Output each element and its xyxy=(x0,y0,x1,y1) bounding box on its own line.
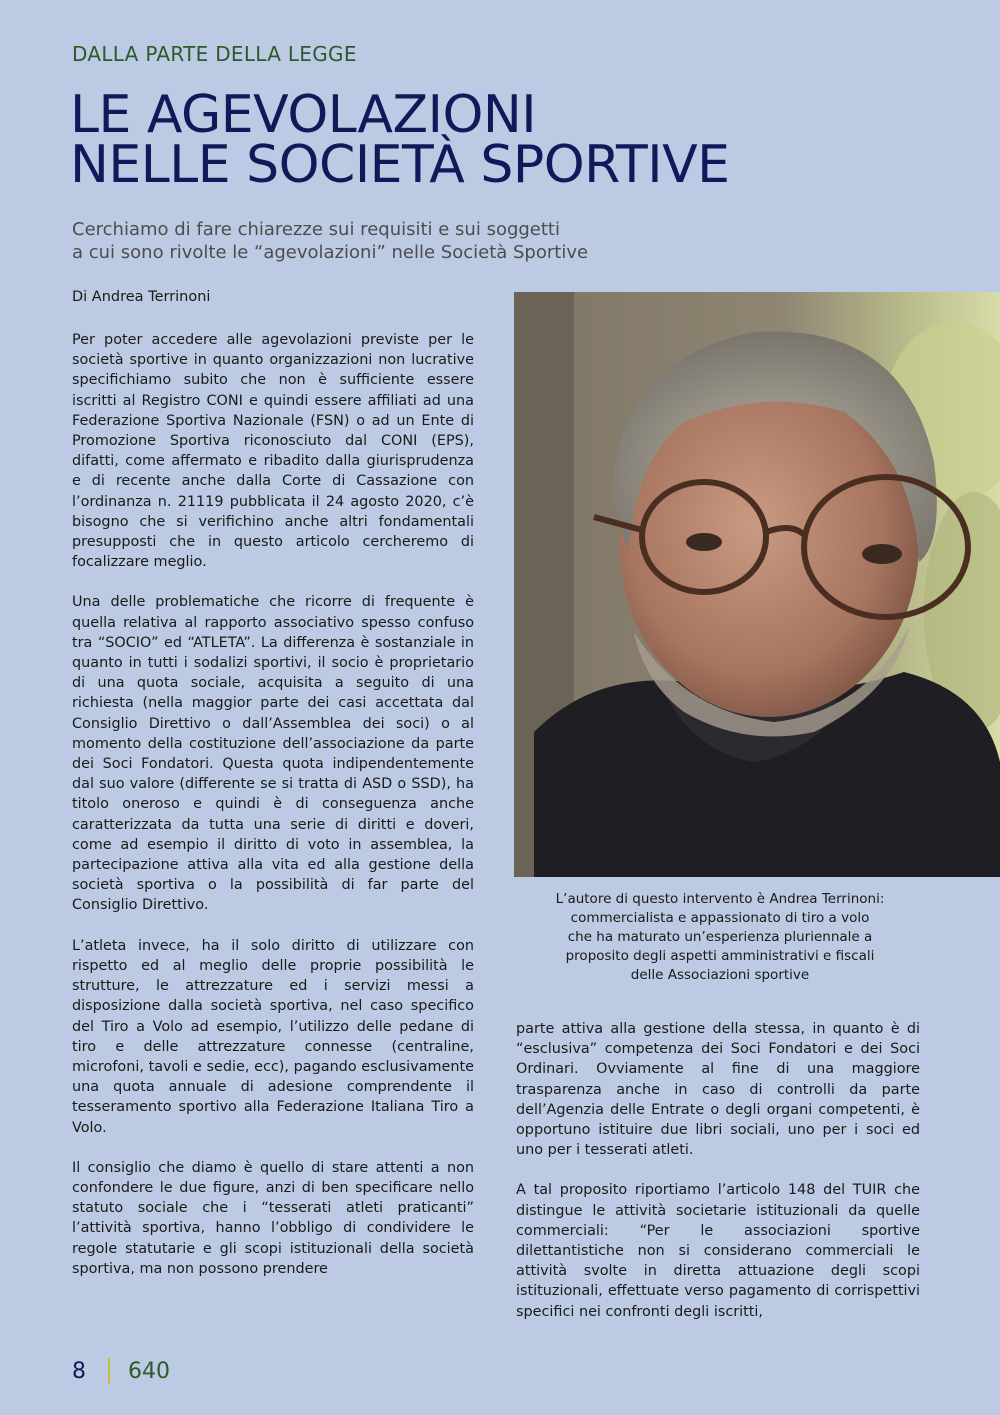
paragraph-5: parte attiva alla gestione della stessa, in quanto è di “esclusiva” competenza dei Soci Fondatori e dei Soci Ordinari. Ovviamente al fine di una maggiore trasparenza anche in caso di controlli da parte dell’Agenzia delle Entrate o degli organi competenti, è opportuno istituire due libri sociali, uno per i soci ed uno per i tesserati atleti. xyxy=(516,1021,920,1159)
caption-line-3: che ha maturato un’esperienza pluriennale a xyxy=(567,929,873,945)
caption-line-1: L’autore di questo intervento è Andrea Terrinoni: xyxy=(555,891,885,907)
caption-line-2: commercialista e appassionato di tiro a volo xyxy=(570,910,870,926)
paragraph-6: A tal proposito riportiamo l’articolo 148 del TUIR che distingue le attività societarie istituzionali da quelle commerciali: “Per le associazioni sportive dilettantistiche non si considerano commerciali le attività svolte in diretta attuazione degli scopi istituzionali, effettuate verso pagamento di corrispettivi specifici nei confronti degli iscritti, xyxy=(516,1182,920,1320)
issue-number: 640 xyxy=(128,1358,170,1384)
caption-line-4: proposito degli aspetti amministrativi e fiscali xyxy=(565,948,875,964)
author-portrait-illustration xyxy=(514,292,1000,877)
right-column xyxy=(516,1019,920,1342)
footer-divider xyxy=(108,1358,110,1384)
author-byline: Di Andrea Terrinoni xyxy=(72,289,211,305)
paragraph-3: L’atleta invece, ha il solo diritto di utilizzare con rispetto ed al meglio delle proprie possibilità le strutture, le attrezzature ed i servizi messi a disposizione dalla società sportiva, nel caso specifico del Tiro a Volo ad esempio, l’utilizzo delle pedane di tiro e delle attrezzature connesse (centraline, microfoni, tavoli e sedie, ecc), pagando esclusivamente una quota annuale di adesione comprendente il tesseramento sportivo alla Federazione Italiana Tiro a Volo. xyxy=(72,937,474,1136)
article-subtitle xyxy=(72,218,588,264)
section-kicker: DALLA PARTE DELLA LEGGE xyxy=(72,42,357,66)
subtitle-line-2: a cui sono rivolte le “agevolazioni” nelle Società Sportive xyxy=(72,242,589,263)
title-line-2: NELLE SOCIETÀ SPORTIVE xyxy=(70,135,730,195)
article-title xyxy=(70,85,730,195)
photo-caption xyxy=(520,890,920,985)
paragraph-4: Il consiglio che diamo è quello di stare attenti a non confondere le due figure, anzi di ben specificare nello statuto sociale che i “tesserati atleti praticanti” l’attività sportiva, hanno l’obbligo di condividere le regole statutarie e gli scopi istituzionali della società sportiva, ma non possono prendere xyxy=(72,1159,474,1277)
paragraph-1: Per poter accedere alle agevolazioni previste per le società sportive in quanto organizzazioni non lucrative specifichiamo subito che non è sufficiente essere iscritti al Registro CONI e quindi essere affiliati ad una Federazione Sportiva Nazionale (FSN) o ad un Ente di Promozione Sportiva riconosciuto dal CONI (EPS), difatti, come affermato e ribadito dalla giurisprudenza e di recente anche dalla Corte di Cassazione con l’ordinanza n. 21119 pubblicata il 24 agosto 2020, c’è bisogno che si verifichino anche altri fondamentali presupposti che in questo articolo cercheremo di focalizzare meglio. xyxy=(72,332,474,571)
page-number: 8 xyxy=(72,1358,86,1384)
caption-line-5: delle Associazioni sportive xyxy=(630,967,810,983)
subtitle-line-1: Cerchiamo di fare chiarezze sui requisiti e sui soggetti xyxy=(72,219,560,240)
paragraph-2: Una delle problematiche che ricorre di frequente è quella relativa al rapporto associativo spesso confuso tra “SOCIO” ed “ATLETA”. La differenza è sostanziale in quanto in tutti i sodalizi sportivi, il socio è proprietario di una quota sociale, acquisita a seguito di una richiesta (nella maggior parte dei casi accettata dal Consiglio Direttivo o dall’Assemblea dei soci) o al momento della costituzione dell’associazione da parte dei Soci Fondatori. Questa quota indipendentemente dal suo valore (differente se si tratta di ASD o SSD), ha titolo oneroso e quindi è di conseguenza anche caratterizzata da tutta una serie di diritti e doveri, come ad esempio il diritto di voto in assemblea, la partecipazione attiva alla vita ed alla gestione della società sportiva o la possibilità di far parte del Consiglio Direttivo. xyxy=(72,594,474,914)
author-photo xyxy=(514,292,1000,877)
title-line-1: LE AGEVOLAZIONI xyxy=(70,85,537,145)
page-footer xyxy=(72,1358,170,1384)
left-column xyxy=(72,330,474,1299)
